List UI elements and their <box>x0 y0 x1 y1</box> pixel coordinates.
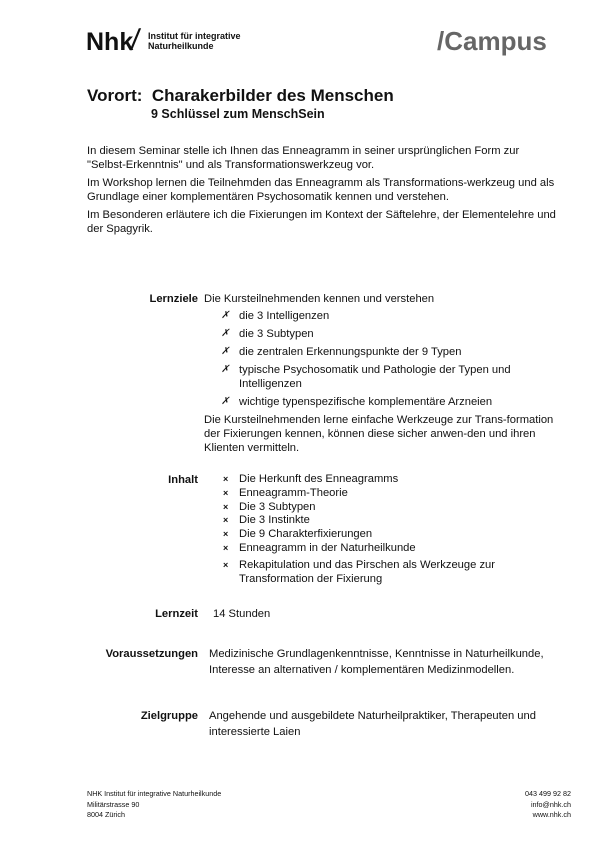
footer-address <box>87 789 221 821</box>
x-mark-icon: ✗ <box>221 364 230 375</box>
list-item <box>222 542 552 556</box>
list-item <box>220 345 554 359</box>
list-item <box>222 501 552 515</box>
list-item <box>220 395 554 409</box>
voraussetzungen-value: Medizinische Grundlagenkenntnisse, Kenntnisse in Naturheilkunde, Interesse an alternativen / komplementären Medizinmodellen. <box>209 648 544 676</box>
footer-email[interactable]: info@nhk.ch <box>530 799 571 809</box>
list-item-text: Die 9 Charakterfixierungen <box>239 528 373 541</box>
list-item <box>222 559 552 587</box>
list-item <box>220 309 554 323</box>
list-item-text: Die Herkunft des Enneagramms <box>239 473 399 485</box>
list-item-text: Rekapitulation und das Pirschen als Werkzeuge zur Transformation der Fixierung <box>239 558 496 585</box>
logo-subtitle <box>148 31 241 51</box>
list-item-text: die zentralen Erkennungspunkte der 9 Typen <box>239 346 462 358</box>
lernzeit-label: Lernzeit <box>155 608 198 620</box>
footer-website[interactable]: www.nhk.ch <box>532 810 571 819</box>
list-item <box>222 473 552 487</box>
list-item <box>220 363 554 391</box>
voraussetzungen-label: Voraussetzungen <box>105 648 198 660</box>
logo-nhk: Nhk <box>86 28 134 56</box>
page-subtitle: 9 Schlüssel zum MenschSein <box>151 107 325 121</box>
logo-subtitle-line2: Naturheilkunde <box>148 41 214 51</box>
logo-subtitle-line1: Institut für integrative <box>148 31 241 41</box>
footer-street: Militärstrasse 90 <box>87 799 140 809</box>
list-item-text: wichtige typenspezifische komplementäre Arzneien <box>239 396 493 408</box>
lernziele-content <box>204 292 554 455</box>
footer-city: 8004 Zürich <box>87 810 125 819</box>
intro-text <box>87 145 557 242</box>
list-item-text: die 3 Subtypen <box>239 328 314 340</box>
lernziele-label: Lernziele <box>149 293 198 305</box>
footer-org: NHK Institut für integrative Naturheilkunde <box>87 789 222 798</box>
logo-slash: / <box>128 24 142 57</box>
small-x-icon: × <box>223 542 229 553</box>
x-mark-icon: ✗ <box>221 310 230 321</box>
lernzeit-value: 14 Stunden <box>213 608 271 620</box>
small-x-icon: × <box>223 515 229 526</box>
intro-paragraph: Im Workshop lernen die Teilnehmden das Enneagramm als Transformations-werkzeug und als Grundlage einer komplementären Psychosomatik kennen und verstehen. <box>87 177 555 203</box>
x-mark-icon: ✗ <box>221 396 230 407</box>
small-x-icon: × <box>223 487 229 498</box>
x-mark-icon: ✗ <box>221 346 230 357</box>
list-item-text: Enneagramm-Theorie <box>239 486 348 499</box>
intro-paragraph: In diesem Seminar stelle ich Ihnen das Enneagramm in seiner ursprünglichen Form zur "Selbst-Erkenntnis" und als Transformationswerkzeug vor. <box>87 145 520 171</box>
x-mark-icon: ✗ <box>221 328 230 339</box>
list-item <box>220 327 554 341</box>
footer-phone: 043 499 92 82 <box>525 789 571 798</box>
list-item-text: Die 3 Instinkte <box>239 514 310 527</box>
small-x-icon: × <box>223 559 229 570</box>
intro-paragraph: Im Besonderen erläutere ich die Fixierungen im Kontext der Säftelehre, der Elementelehre und der Spagyrik. <box>87 209 556 235</box>
small-x-icon: × <box>223 474 229 484</box>
inhalt-label: Inhalt <box>168 474 198 486</box>
campus-logo: /Campus <box>437 26 547 56</box>
list-item <box>222 514 552 528</box>
footer-contact <box>525 789 571 821</box>
lernziele-outro: Die Kursteilnehmenden lerne einfache Werkzeuge zur Trans-formation der Fixierungen kennen, können diese sicher anwen-den und ihren Klienten vermitteln. <box>204 414 554 454</box>
list-item-text: Die 3 Subtypen <box>239 500 316 513</box>
list-item-text: typische Psychosomatik und Pathologie der Typen und Intelligenzen <box>239 364 511 390</box>
page-title: Vorort: Charakerbilder des Menschen <box>87 86 394 105</box>
list-item <box>222 487 552 501</box>
zielgruppe-label: Zielgruppe <box>140 710 198 722</box>
list-item <box>222 528 552 542</box>
lernziele-list <box>204 309 554 409</box>
inhalt-content <box>222 473 552 586</box>
zielgruppe-value: Angehende und ausgebildete Naturheilpraktiker, Therapeuten und interessierte Laien <box>209 710 536 738</box>
small-x-icon: × <box>223 529 229 540</box>
list-item-text: Enneagramm in der Naturheilkunde <box>239 541 416 554</box>
inhalt-list <box>222 473 552 586</box>
small-x-icon: × <box>223 501 229 512</box>
lernziele-intro: Die Kursteilnehmenden kennen und verstehen <box>204 293 435 305</box>
list-item-text: die 3 Intelligenzen <box>239 310 330 322</box>
